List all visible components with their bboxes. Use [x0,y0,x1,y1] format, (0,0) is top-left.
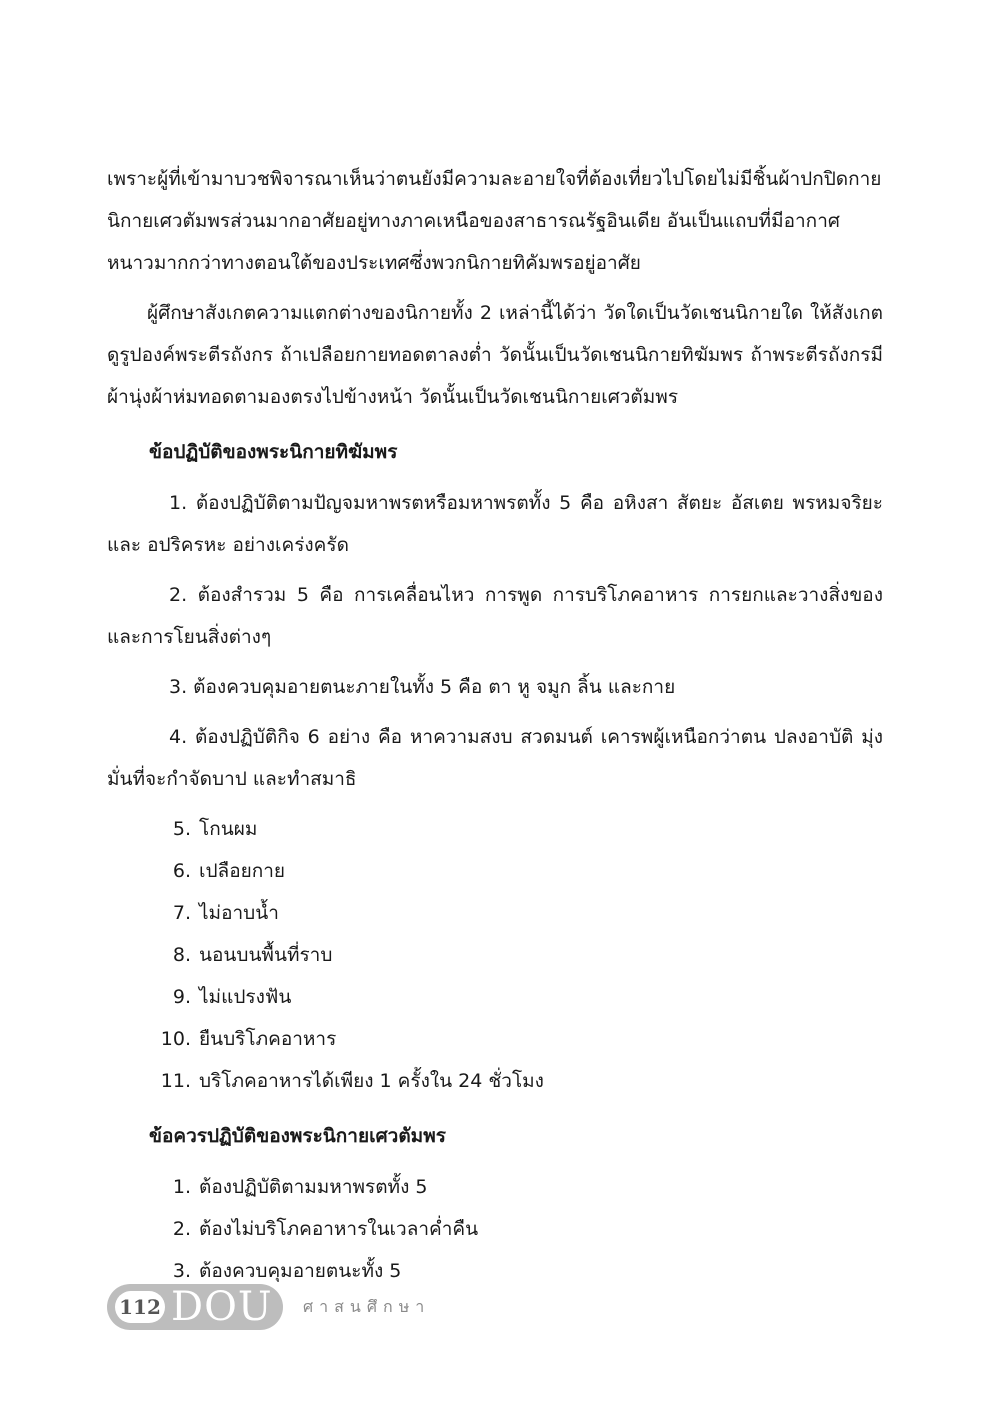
list-number: 8. [172,944,191,966]
list-text: ต้องไม่บริโภคอาหารในเวลาค่ำคืน [199,1218,479,1240]
observation-paragraph: ผู้ศึกษาสังเกตความแตกต่างของนิกายทั้ง 2 เหล่านี้ได้ว่า วัดใดเป็นวัดเชนนิกายใด ให้สังเกตดูรูปองค์พระตีรถังกร ถ้าเปลือยกายทอดตาลงต่ำ วัดนั้นเป็นวัดเชนนิกายทิฆัมพร ถ้าพระตีรถังกรมีผ้านุ่งผ้าห่มทอดตามองตรงไปข้างหน้า วัดนั้นเป็นวัดเชนนิกายเศวตัมพร [107,302,883,408]
section2-list [107,1166,883,1292]
section1-rule-1: 1. ต้องปฏิบัติตามปัญจมหาพรตหรือมหาพรตทั้ง 5 คือ อหิงสา สัตยะ อัสเตย พรหมจริยะ และ อปริครหะ อย่างเคร่งครัด [107,492,883,556]
list-item [159,934,883,976]
list-number: 7. [172,902,191,924]
page-number: 112 [115,1291,165,1323]
list-item [159,1208,883,1250]
section1-heading: ข้อปฏิบัติของพระนิกายทิฆัมพร [149,441,398,463]
course-name: ศาสนศึกษา [303,1296,431,1316]
list-text: ไม่อาบน้ำ [199,902,279,924]
section1-rule-2: 2. ต้องสำรวม 5 คือ การเคลื่อนไหว การพูด การบริโภคอาหาร การยกและวางสิ่งของ และการโยนสิ่งต่างๆ [107,584,883,648]
intro-line-1: เพราะผู้ที่เข้ามาบวชพิจารณาเห็นว่าตนยังมีความละอายใจที่ต้องเที่ยวไปโดยไม่มีชิ้นผ้าปกปิดกาย [107,168,882,190]
intro-line-3: หนาวมากกว่าทางตอนใต้ของประเทศซึ่งพวกนิกายทิคัมพรอยู่อาศัย [107,252,641,274]
dou-badge [107,1284,283,1330]
list-text: นอนบนพื้นที่ราบ [199,944,333,966]
list-number: 2. [172,1218,191,1240]
list-item [159,1060,883,1102]
list-text: ต้องปฏิบัติตามมหาพรตทั้ง 5 [199,1176,428,1198]
list-text: ต้องควบคุมอายตนะทั้ง 5 [199,1260,402,1282]
list-number: 1. [172,1176,191,1198]
page-footer [107,1284,430,1330]
list-number: 9. [172,986,191,1008]
list-item [159,808,883,850]
list-number: 6. [172,860,191,882]
section1-rule-4: 4. ต้องปฏิบัติกิจ 6 อย่าง คือ หาความสงบ สวดมนต์ เคารพผู้เหนือกว่าตน ปลงอาบัติ มุ่งมั่นที่จะกำจัดบาป และทำสมาธิ [107,726,883,790]
list-number: 5. [172,818,191,840]
list-item [159,1018,883,1060]
list-item [159,1166,883,1208]
section2-heading: ข้อควรปฏิบัติของพระนิกายเศวตัมพร [149,1125,446,1147]
page-body [107,158,883,1292]
list-item [159,892,883,934]
list-item [159,850,883,892]
list-number: 11. [160,1070,191,1092]
brand-logo: DOU [171,1284,273,1330]
section1-rule-3: 3. ต้องควบคุมอายตนะภายในทั้ง 5 คือ ตา หู จมูก ลิ้น และกาย [169,676,676,698]
list-text: โกนผม [199,818,258,840]
list-text: บริโภคอาหารได้เพียง 1 ครั้งใน 24 ชั่วโมง [199,1070,544,1092]
intro-paragraph [107,158,883,284]
list-text: ไม่แปรงฟัน [199,986,292,1008]
list-number: 10. [160,1028,191,1050]
list-text: ยืนบริโภคอาหาร [199,1028,337,1050]
intro-line-2: นิกายเศวตัมพรส่วนมากอาศัยอยู่ทางภาคเหนือของสาธารณรัฐอินเดีย อันเป็นแถบที่มีอากาศ [107,210,840,232]
section1-short-list [107,808,883,1102]
list-text: เปลือยกาย [199,860,286,882]
list-item [159,976,883,1018]
list-number: 3. [172,1260,191,1282]
